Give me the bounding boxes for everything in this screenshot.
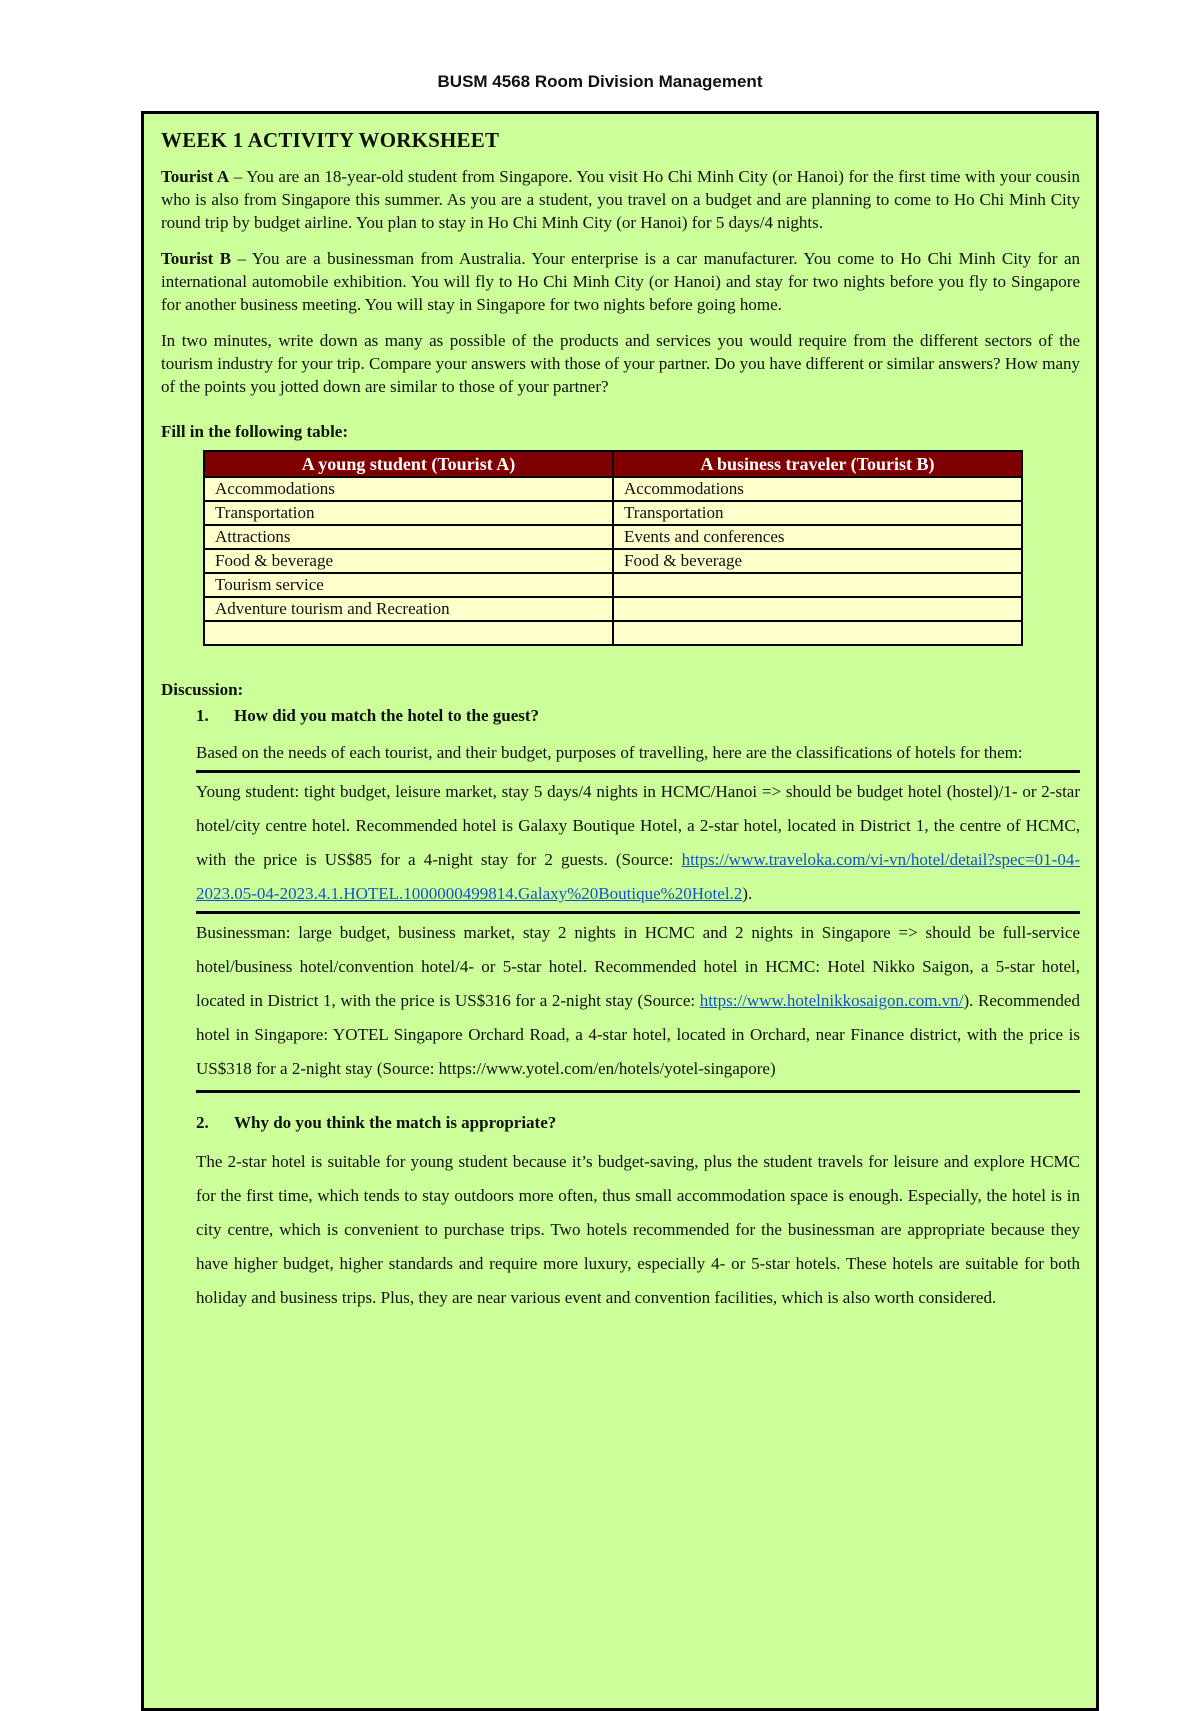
cell-tourist-b — [613, 597, 1022, 621]
cell-tourist-a: Accommodations — [204, 477, 613, 501]
tourist-a-label: Tourist A — [161, 167, 230, 186]
traveloka-link[interactable]: https://www.traveloka.com/vi-vn/hotel/detail?spec=01-04-2023.05-04-2023.4.1.HOTEL.1000000499814.Galaxy%20Boutique%20Hotel.2 — [196, 850, 1080, 903]
question-1-text: How did you match the hotel to the guest? — [234, 706, 540, 725]
header-tourist-a: A young student (Tourist A) — [204, 451, 613, 477]
fill-table-label: Fill in the following table: — [161, 422, 348, 441]
table-row — [204, 501, 1022, 525]
table-row — [204, 573, 1022, 597]
answer-1-intro: Based on the needs of each tourist, and their budget, purposes of travelling, here are the classifications of hotels for them: — [196, 743, 1023, 762]
tourist-a-text: – You are an 18-year-old student from Singapore. You visit Ho Chi Minh City (or Hanoi) for the first time with your cousin who is also from Singapore this summer. As you are a student, you travel on a budget and are planning to come to Ho Chi Minh City round trip by budget airline. You plan to stay in Ho Chi Minh City (or Hanoi) for 5 days/4 nights. — [161, 167, 1080, 232]
student-answer-text: Young student: tight budget, leisure market, stay 5 days/4 nights in HCMC/Hanoi => should be budget hotel (hostel)/1- or 2-star hotel/city centre hotel. Recommended hotel is Galaxy Boutique Hotel, a 2-star hotel, located in District 1, the centre of HCMC, with the price is US$85 for a 4-night stay for 2 guests. (Source: — [196, 782, 1080, 869]
businessman-answer-after: ). Recommended hotel in Singapore: YOTEL Singapore Orchard Road, a 4-star hotel, located in Orchard, near Finance district, with the price is US$318 for a 2-night stay (Source: https://www.yotel.com/en/hotels/yotel-singapore) — [196, 991, 1080, 1078]
table-row — [204, 621, 1022, 645]
table-row — [204, 549, 1022, 573]
cell-tourist-b — [613, 621, 1022, 645]
cell-tourist-a: Food & beverage — [204, 549, 613, 573]
question-1-number: 1. — [196, 706, 209, 725]
question-2-number: 2. — [196, 1113, 209, 1132]
tourist-a-paragraph — [161, 165, 1080, 234]
answer-1 — [196, 736, 1080, 1093]
table-header-row — [204, 451, 1022, 477]
cell-tourist-a: Transportation — [204, 501, 613, 525]
worksheet-frame — [141, 111, 1099, 1711]
student-answer — [196, 775, 1080, 911]
question-1 — [196, 706, 1080, 726]
table-row — [204, 477, 1022, 501]
cell-tourist-b: Events and conferences — [613, 525, 1022, 549]
cell-tourist-a: Tourism service — [204, 573, 613, 597]
businessman-answer-text: Businessman: large budget, business market, stay 2 nights in HCMC and 2 nights in Singapore => should be full-service hotel/business hotel/convention hotel/4- or 5-star hotel. Recommended hotel in HCMC: Hotel Nikko Saigon, a 5-star hotel, located in District 1, with the price is US$316 for a 2-night stay (Source: — [196, 923, 1080, 1010]
needs-table — [203, 450, 1023, 646]
table-row — [204, 525, 1022, 549]
cell-tourist-b: Accommodations — [613, 477, 1022, 501]
header-tourist-b: A business traveler (Tourist B) — [613, 451, 1022, 477]
question-2-text: Why do you think the match is appropriate? — [234, 1113, 557, 1132]
cell-tourist-a: Adventure tourism and Recreation — [204, 597, 613, 621]
tourist-b-paragraph — [161, 247, 1080, 316]
table-row — [204, 597, 1022, 621]
cell-tourist-b: Food & beverage — [613, 549, 1022, 573]
cell-tourist-a — [204, 621, 613, 645]
answer-2 — [196, 1145, 1080, 1315]
tourist-b-text: – You are a businessman from Australia. Your enterprise is a car manufacturer. You come to Ho Chi Minh City for an international automobile exhibition. You will fly to Ho Chi Minh City (or Hanoi) and stay for two nights before you fly to Singapore for another business meeting. You will stay in Singapore for two nights before going home. — [161, 249, 1080, 314]
page-header: BUSM 4568 Room Division Management — [437, 72, 763, 91]
student-answer-after: ). — [742, 884, 753, 903]
businessman-answer — [196, 916, 1080, 1086]
instructions-paragraph: In two minutes, write down as many as possible of the products and services you would require from the different sectors of the tourism industry for your trip. Compare your answers with those of your partner. Do you have different or similar answers? How many of the points you jotted down are similar to those of your partner? — [161, 331, 1080, 396]
student-answer-block — [196, 770, 1080, 911]
tourist-b-label: Tourist B — [161, 249, 232, 268]
answer-2-text: The 2-star hotel is suitable for young student because it’s budget-saving, plus the student travels for leisure and explore HCMC for the first time, which tends to stay outdoors more often, thus small accommodation space is enough. Especially, the hotel is in city centre, which is convenient to purchase trips. Two hotels recommended for the businessman are appropriate because they have higher budget, higher standards and require more luxury, especially 4- or 5-star hotels. These hotels are suitable for both holiday and business trips. Plus, they are near various event and convention facilities, which is also worth considered. — [196, 1152, 1080, 1307]
businessman-answer-block — [196, 911, 1080, 1093]
worksheet-content — [161, 124, 1080, 1315]
question-2 — [196, 1113, 1080, 1133]
worksheet-title: WEEK 1 ACTIVITY WORKSHEET — [161, 128, 500, 152]
cell-tourist-a: Attractions — [204, 525, 613, 549]
cell-tourist-b — [613, 573, 1022, 597]
nikko-link[interactable]: https://www.hotelnikkosaigon.com.vn/ — [699, 991, 964, 1010]
cell-tourist-b: Transportation — [613, 501, 1022, 525]
discussion-title: Discussion: — [161, 680, 244, 699]
